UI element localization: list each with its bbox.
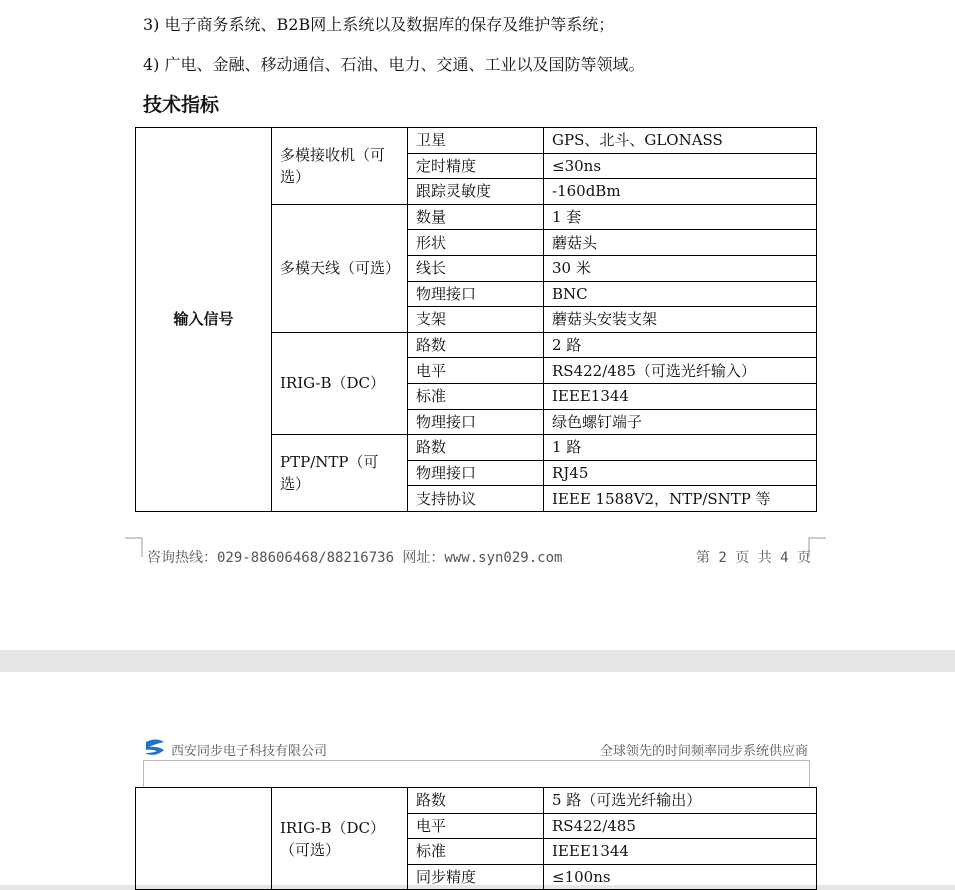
intro-item-4: 4) 广电、金融、移动通信、石油、电力、交通、工业以及国防等领域。 <box>143 55 645 74</box>
group-cell: 多模接收机（可选） <box>272 128 408 205</box>
spec-table-continued <box>135 787 817 890</box>
intro-item-3: 3) 电子商务系统、B2B网上系统以及数据库的保存及维护等系统； <box>143 15 615 34</box>
param-name-cell: 定时精度 <box>408 153 544 179</box>
param-name-cell: 路数 <box>408 435 544 461</box>
company-slogan: 全球领先的时间频率同步系统供应商 <box>599 744 808 759</box>
param-value-cell: ≤100ns <box>544 864 817 890</box>
param-value-cell: -160dBm <box>544 179 817 205</box>
param-name-cell: 物理接口 <box>408 409 544 435</box>
param-value-cell: RS422/485（可选光纤输入） <box>544 358 817 384</box>
group-cell: IRIG-B（DC） <box>272 332 408 434</box>
param-name-cell: 物理接口 <box>408 281 544 307</box>
company-logo-icon <box>143 738 169 758</box>
param-name-cell: 支持协议 <box>408 486 544 512</box>
param-name-cell: 线长 <box>408 255 544 281</box>
param-name-cell: 数量 <box>408 204 544 230</box>
header-underline-box <box>143 760 810 787</box>
param-value-cell: BNC <box>544 281 817 307</box>
table-row <box>136 128 817 154</box>
group-cell: PTP/NTP（可选） <box>272 435 408 512</box>
param-name-cell: 形状 <box>408 230 544 256</box>
param-name-cell: 标准 <box>408 839 544 865</box>
param-value-cell: 蘑菇头 <box>544 230 817 256</box>
param-name-cell: 跟踪灵敏度 <box>408 179 544 205</box>
param-name-cell: 路数 <box>408 332 544 358</box>
footer-contact: 咨询热线：029-88606468/88216736 网址：www.syn029.com <box>147 550 563 566</box>
param-value-cell: IEEE 1588V2，NTP/SNTP 等 <box>544 486 817 512</box>
footer-page-number: 第 2 页 共 4 页 <box>696 550 812 566</box>
param-value-cell: RS422/485 <box>544 813 817 839</box>
table-row <box>136 788 817 814</box>
spec-table <box>135 127 817 512</box>
param-name-cell: 电平 <box>408 813 544 839</box>
category-cell <box>136 788 272 890</box>
param-name-cell: 支架 <box>408 307 544 333</box>
group-cell: 多模天线（可选） <box>272 204 408 332</box>
section-title: 技术指标 <box>143 94 220 116</box>
param-name-cell: 物理接口 <box>408 460 544 486</box>
param-name-cell: 卫星 <box>408 128 544 154</box>
group-cell: IRIG-B（DC）（可选） <box>272 788 408 890</box>
param-value-cell: 1 套 <box>544 204 817 230</box>
param-name-cell: 路数 <box>408 788 544 814</box>
param-value-cell: 30 米 <box>544 255 817 281</box>
page-header <box>143 738 808 758</box>
footer-corner-left-mark <box>125 537 143 557</box>
param-value-cell: GPS、北斗、GLONASS <box>544 128 817 154</box>
company-name: 西安同步电子科技有限公司 <box>171 744 328 759</box>
param-value-cell: 蘑菇头安装支架 <box>544 307 817 333</box>
param-value-cell: 2 路 <box>544 332 817 358</box>
param-value-cell: IEEE1344 <box>544 839 817 865</box>
category-cell: 输入信号 <box>136 128 272 512</box>
param-value-cell: 5 路（可选光纤输出） <box>544 788 817 814</box>
param-value-cell: 绿色螺钉端子 <box>544 409 817 435</box>
param-value-cell: ≤30ns <box>544 153 817 179</box>
param-value-cell: IEEE1344 <box>544 383 817 409</box>
param-name-cell: 标准 <box>408 383 544 409</box>
param-value-cell: 1 路 <box>544 435 817 461</box>
param-name-cell: 同步精度 <box>408 864 544 890</box>
param-value-cell: RJ45 <box>544 460 817 486</box>
param-name-cell: 电平 <box>408 358 544 384</box>
